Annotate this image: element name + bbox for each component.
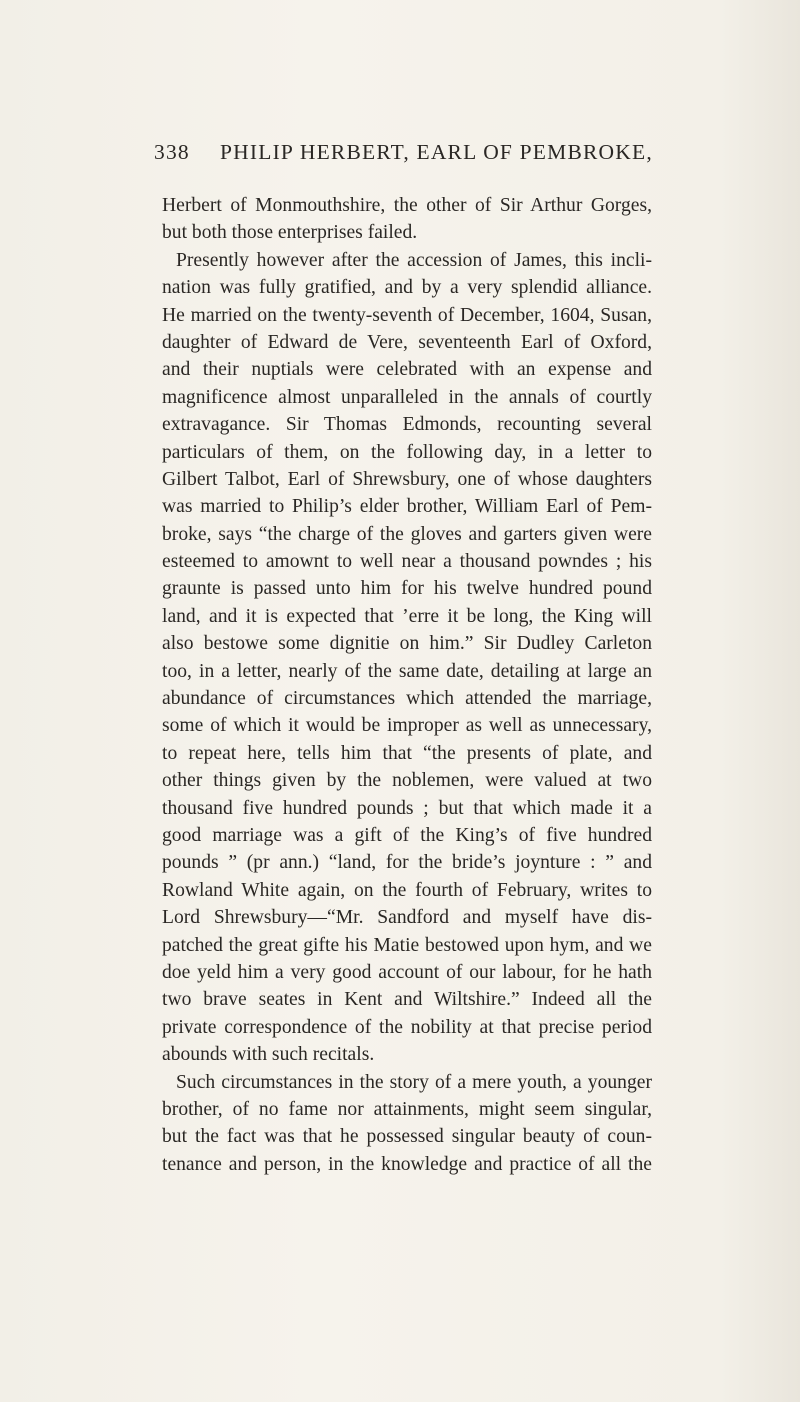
text-line: also bestowe some dignitie on him.” Sir Dudley Carleton bbox=[162, 633, 652, 655]
text-line: good marriage was a gift of the King’s of five hundred bbox=[162, 824, 652, 846]
text-line: magnificence almost unparalleled in the annals of courtly bbox=[162, 386, 652, 408]
text-line: Such circumstances in the story of a mere youth, a younger bbox=[176, 1071, 652, 1093]
text-line: but both those enterprises failed. bbox=[162, 222, 418, 244]
text-line: two brave seates in Kent and Wiltshire.” Indeed all the bbox=[162, 989, 652, 1011]
text-line: extravagance. Sir Thomas Edmonds, recounting several bbox=[162, 414, 652, 436]
text-line: daughter of Edward de Vere, seventeenth Earl of Oxford, bbox=[162, 331, 652, 353]
body-text bbox=[162, 192, 652, 1178]
text-line: some of which it would be improper as well as unnecessary, bbox=[162, 715, 652, 737]
text-line: graunte is passed unto him for his twelve hundred pound bbox=[162, 578, 652, 600]
text-line: was married to Philip’s elder brother, William Earl of Pem- bbox=[162, 496, 652, 518]
text-line: private correspondence of the nobility at that precise period bbox=[162, 1016, 652, 1038]
text-line: Rowland White again, on the fourth of February, writes to bbox=[162, 879, 652, 901]
text-line: Gilbert Talbot, Earl of Shrewsbury, one of whose daughters bbox=[162, 468, 652, 490]
text-line: Herbert of Monmouthshire, the other of Sir Arthur Gorges, bbox=[162, 195, 652, 216]
text-line: patched the great gifte his Matie bestowed upon hym, and we bbox=[162, 934, 652, 956]
text-line: pounds ” (pr ann.) “land, for the bride’s joynture : ” and bbox=[162, 852, 652, 874]
text-line: He married on the twenty-seventh of December, 1604, Susan, bbox=[162, 304, 652, 326]
text-line: but the fact was that he possessed singular beauty of coun- bbox=[162, 1126, 652, 1148]
text-line: abounds with such recitals. bbox=[162, 1044, 375, 1066]
text-line: land, and it is expected that ’erre it be long, the King will bbox=[162, 605, 652, 627]
page-number: 338 bbox=[154, 140, 190, 164]
text-line: esteemed to amownt to well near a thousand powndes ; his bbox=[162, 551, 652, 573]
text-line: particulars of them, on the following day, in a letter to bbox=[162, 441, 652, 463]
text-line: broke, says “the charge of the gloves and garters given were bbox=[162, 523, 652, 545]
text-line: brother, of no fame nor attainments, might seem singular, bbox=[162, 1098, 652, 1120]
text-line: tenance and person, in the knowledge and practice of all the bbox=[162, 1153, 652, 1175]
text-line: other things given by the noblemen, were valued at two bbox=[162, 770, 652, 792]
page-header bbox=[154, 140, 654, 174]
text-line: nation was fully gratified, and by a very splendid alliance. bbox=[162, 277, 652, 299]
text-line: Presently however after the accession of James, this incli- bbox=[176, 249, 652, 271]
text-line: to repeat here, tells him that “the presents of plate, and bbox=[162, 742, 652, 764]
text-line: Lord Shrewsbury—“Mr. Sandford and myself have dis- bbox=[162, 907, 652, 929]
running-title: PHILIP HERBERT, EARL OF PEMBROKE, bbox=[220, 140, 653, 164]
text-line: and their nuptials were celebrated with an expense and bbox=[162, 359, 652, 381]
text-line: thousand five hundred pounds ; but that which made it a bbox=[162, 797, 652, 819]
text-line: doe yeld him a very good account of our labour, for he hath bbox=[162, 961, 652, 983]
text-line: too, in a letter, nearly of the same date, detailing at large an bbox=[162, 660, 652, 682]
text-line: abundance of circumstances which attended the marriage, bbox=[162, 688, 652, 710]
